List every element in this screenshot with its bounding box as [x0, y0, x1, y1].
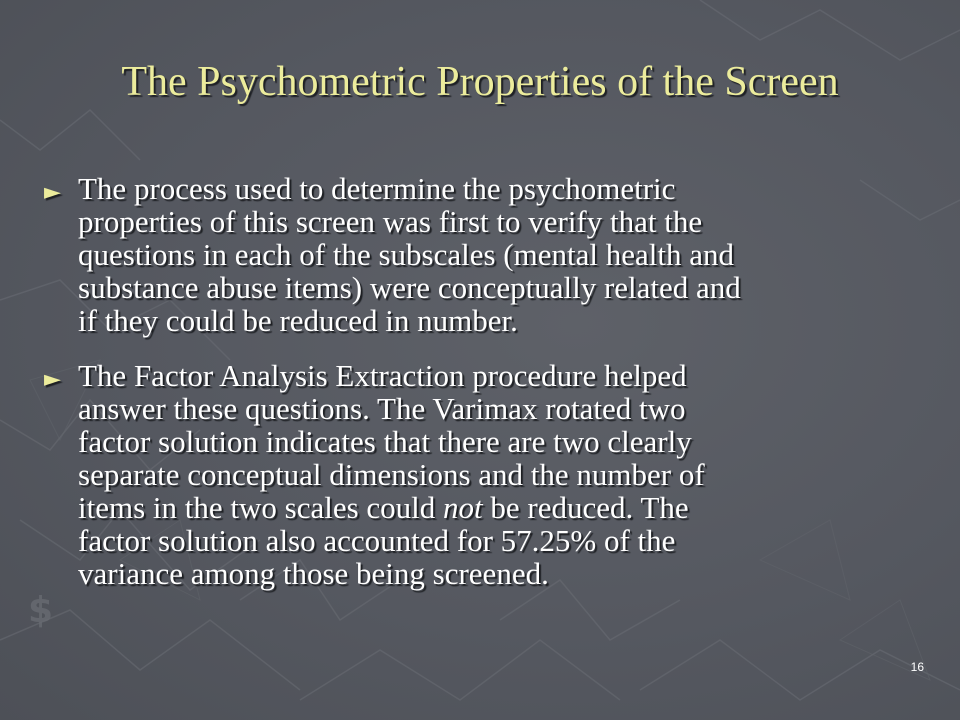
bullet-list — [44, 172, 924, 612]
bullet-text-line: variance among those being screened. — [78, 556, 549, 591]
bullet-text-line: factor solution also accounted for 57.25% of the — [78, 523, 676, 558]
bullet-item-factor-analysis — [44, 359, 924, 590]
text-segment: items in the two scales could — [78, 490, 444, 525]
bullet-text-line: questions in each of the subscales (mental health and — [78, 237, 734, 272]
slide-title: The Psychometric Properties of the Screen — [121, 59, 839, 105]
bullet-text-line: substance abuse items) were conceptually related and — [78, 270, 741, 305]
bullet-text-line: The process used to determine the psychometric — [78, 171, 676, 206]
page-number: 16 — [910, 660, 924, 674]
bullet-text-line: separate conceptual dimensions and the number of — [78, 457, 705, 492]
bullet-text-line: factor solution indicates that there are two clearly — [78, 424, 692, 459]
dollar-sign-texture: $ — [28, 590, 54, 631]
bullet-text-line: The Factor Analysis Extraction procedure helped — [78, 358, 687, 393]
bullet-arrow-icon: ► — [44, 367, 61, 392]
text-segment: be reduced. The — [482, 490, 689, 525]
bullet-text-line: properties of this screen was first to verify that the — [78, 204, 703, 239]
bullet-text-line: answer these questions. The Varimax rotated two — [78, 391, 686, 426]
bullet-text-line-emphasis — [78, 491, 924, 524]
emphasis-not: not — [443, 490, 483, 525]
bullet-arrow-icon: ► — [44, 180, 61, 205]
bullet-text-line: if they could be reduced in number. — [78, 303, 518, 338]
bullet-item-process — [44, 172, 924, 337]
